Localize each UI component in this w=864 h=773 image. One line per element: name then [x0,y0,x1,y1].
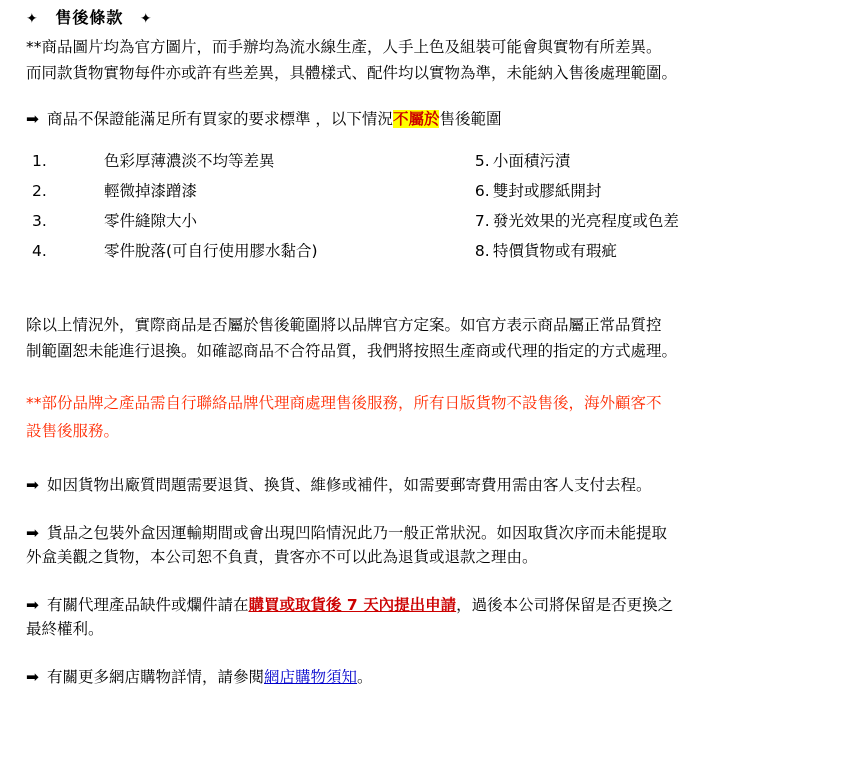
bullet-shop-info [26,665,850,689]
bullet-text-line-2: 外盒美觀之貨物，本公司恕不負責，貴客亦不可以此為退貨或退款之理由。 [26,548,538,566]
intro-line-2: 而同款貨物實物每件亦或許有些差異，具體樣式、配件均以實物為準，未能納入售後處理範圍。 [26,63,678,82]
list-item [453,149,850,173]
spacer [26,447,850,473]
diamond-right-icon: ✦ [139,11,153,27]
claim-notice-second-line: 最終權利。 [26,620,104,639]
claim-notice-before: 有關代理產品缺件或爛件請在 [47,596,249,615]
spacer [26,503,850,521]
bullet-packaging [26,521,850,569]
arrow-right-icon: ➡ [26,523,39,542]
list-item-number: 4. [32,241,47,260]
list-item-number: 1. [32,151,47,170]
exclusion-highlight: 不屬於 [392,109,440,128]
list-item-number: 6. [474,181,490,200]
shop-guide-link[interactable]: 網店購物須知 [264,668,358,687]
list-item-label: 特價貨物或有瑕疵 [492,241,617,260]
body-line-1: 除以上情況外，實際商品是否屬於售後範圍將以品牌官方定案。如官方表示商品屬正常品質控 [26,315,662,334]
excluded-items-left-column [26,149,453,269]
list-item-label: 零件脫落(可自行使用膠水黏合) [104,241,318,260]
page-title [26,6,850,31]
list-item-label: 色彩厚薄濃淡不均等差異 [104,151,275,170]
exclusion-notice [26,107,850,131]
claim-period-link[interactable]: 購買或取貨後 7 天內提出申請 [248,596,457,615]
diamond-left-icon: ✦ [26,11,39,27]
bullet-claim-period [26,593,850,641]
spacer [26,269,850,313]
spacer [26,365,850,391]
bullet-shipping-fee [26,473,850,497]
list-item-number: 7. [474,211,490,230]
list-item-label: 輕微掉漆蹭漆 [104,181,198,200]
red-notice-line-1: **部份品牌之產品需自行聯絡品牌代理商處理售後服務，所有日版貨物不設售後，海外顧客不 [26,393,662,412]
list-item-label: 雙封或膠紙開封 [492,181,602,200]
list-item-number: 2. [32,181,47,200]
arrow-right-icon: ➡ [26,596,39,615]
claim-notice-after: ，過後本公司將保留是否更換之 [456,596,674,615]
body-line-2: 制範圍恕未能進行退換。如確認商品不合符品質，我們將按照生產商或代理的指定的方式處理。 [26,341,678,360]
list-item [26,179,453,203]
exclusion-notice-after: 售後範圍 [439,109,502,128]
intro-block [26,35,850,85]
page-title-text: 售後條款 [55,8,124,27]
shop-notice-before: 有關更多網店購物詳情，請參閱 [47,668,265,687]
bullet-text: 如因貨物出廠質問題需要退貨、換貨、維修或補件，如需要郵寄費用需由客人支付去程。 [47,475,652,494]
list-item [453,209,850,233]
arrow-right-icon: ➡ [26,109,39,128]
red-notice-line-2: 設售後服務。 [26,421,120,440]
excluded-items-right-column [453,149,850,269]
list-item [453,239,850,263]
excluded-items-list [26,149,850,269]
exclusion-notice-before: 商品不保證能滿足所有買家的要求標準 ，以下情況 [47,109,393,128]
list-item [453,179,850,203]
list-item-label: 發光效果的光亮程度或色差 [492,211,679,230]
spacer [26,647,850,665]
arrow-right-icon: ➡ [26,668,39,687]
intro-line-1: **商品圖片均為官方圖片，而手辦均為流水線生產，人手上色及組裝可能會與實物有所差異。 [26,37,662,56]
list-item [26,149,453,173]
list-item-number: 3. [32,211,47,230]
list-item-label: 零件縫隙大小 [104,211,198,230]
list-item-label: 小面積污漬 [492,151,571,170]
bullet-text-line-1: 貨品之包裝外盒因運輸期間或會出現凹陷情況此乃一般正常狀況。如因取貨次序而未能提取 [47,523,668,542]
shop-notice-after: 。 [357,668,373,687]
list-item-number: 8. [474,241,490,260]
spacer [26,575,850,593]
list-item [26,209,453,233]
arrow-right-icon: ➡ [26,475,39,494]
list-item-number: 5. [474,151,490,170]
list-item [26,239,453,263]
